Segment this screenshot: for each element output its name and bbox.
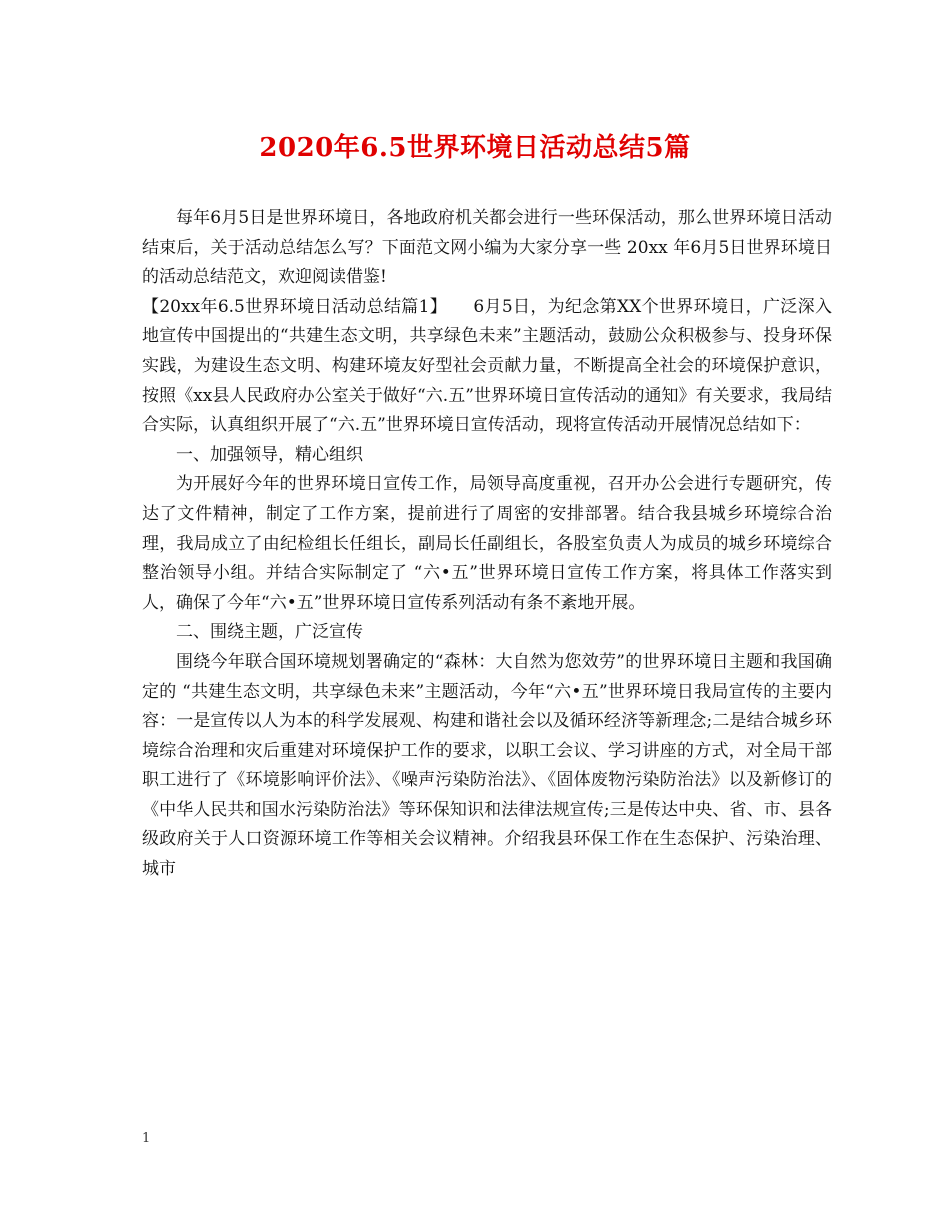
paragraph-section-1: 为开展好今年的世界环境日宣传工作，局领导高度重视，召开办公会进行专题研究，传达了文件精神，制定了工作方案，提前进行了周密的安排部署。结合我县城乡环境综合治理，我局成立了由纪检组长任组长，副局长任副组长，各股室负责人为成员的城乡环境综合整治领导小组。并结合实际制定了 “六•五”世界环境日宣传工作方案，将具体工作落实到人，确保了今年“六•五”世界环境日宣传系列活动有条不紊地开展。 xyxy=(142,474,832,613)
paragraph-intro: 每年6月5日是世界环境日，各地政府机关都会进行一些环保活动，那么世界环境日活动结束后，关于活动总结怎么写？下面范文网小编为大家分享一些 20xx 年6月5日世界环境日的活动总结范文，欢迎阅读借鉴! xyxy=(142,208,832,288)
paragraph-article-1: 【20xx年6.5世界环境日活动总结篇1】 6月5日，为纪念第XX个世界环境日，广泛深入地宣传中国提出的“共建生态文明，共享绿色未来”主题活动，鼓励公众积极参与、投身环保实践，为建设生态文明、构建环境友好型社会贡献力量，不断提高全社会的环境保护意识，按照《xx县人民政府办公室关于做好“六.五”世界环境日宣传活动的通知》有关要求，我局结合实际，认真组织开展了“六.五”世界环境日宣传活动，现将宣传活动开展情况总结如下： xyxy=(142,296,832,436)
page-number: 1 xyxy=(142,1131,151,1146)
paragraph-section-2: 围绕今年联合国环境规划署确定的“森林：大自然为您效劳”的世界环境日主题和我国确定的 “共建生态文明，共享绿色未来”主题活动，今年“六•五”世界环境日我局宣传的主要内容：一是宣传以人为本的科学发展观、构建和谐社会以及循环经济等新理念;二是结合城乡环境综合治理和灾后重建对环境保护工作的要求，以职工会议、学习讲座的方式，对全局干部职工进行了《环境影响评价法》、《噪声污染防治法》、《固体废物污染防治法》以及新修订的《中华人民共和国水污染防治法》等环保知识和法律法规宣传;三是传达中央、省、市、县各级政府关于人口资源环境工作等相关会议精神。介绍我县环保工作在生态保护、污染治理、城市 xyxy=(142,651,832,880)
section-heading-1: 一、加强领导，精心组织 xyxy=(176,444,363,465)
document-title: 2020年6.5世界环境日活动总结5篇 xyxy=(259,133,691,163)
document-body xyxy=(142,204,832,885)
section-heading-2: 二、围绕主题，广泛宣传 xyxy=(176,622,363,643)
